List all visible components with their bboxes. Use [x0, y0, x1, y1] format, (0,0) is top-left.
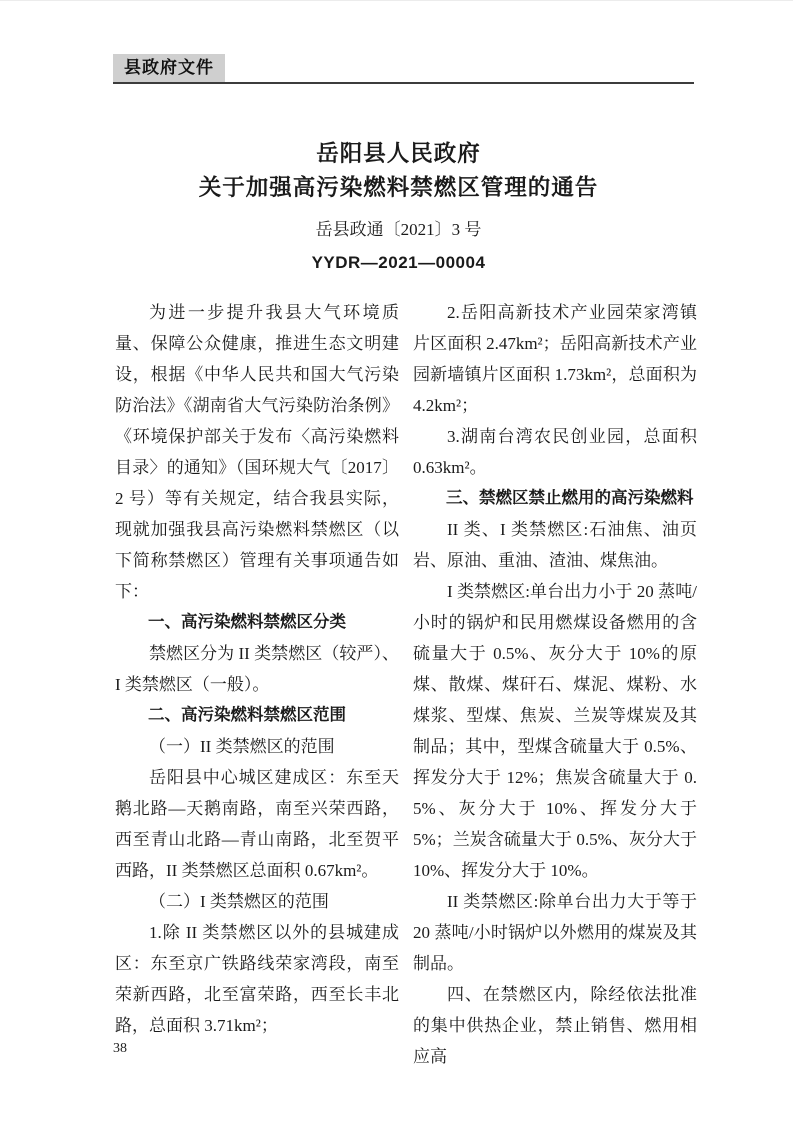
left-column	[115, 297, 399, 1072]
document-number: 岳县政通〔2021〕3 号	[315, 220, 482, 239]
section-heading-1: 一、高污染燃料禁燃区分类	[148, 613, 346, 631]
paragraph: I 类禁燃区:单台出力小于 20 蒸吨/小时的锅炉和民用燃煤设备燃用的含硫量大于 0.5%、灰分大于 10%的原煤、散煤、煤矸石、煤泥、煤粉、水煤浆、型煤、焦炭、兰炭等煤炭及其制品；其中，型煤含硫量大于 0.5%、挥发分大于 12%；焦炭含硫量大于 0.5%、灰分大于 10%、挥发分大于 5%；兰炭含硫量大于 0.5%、灰分大于 10%、挥发分大于 10%。	[413, 582, 697, 880]
notice-title: 关于加强高污染燃料禁燃区管理的通告	[198, 175, 599, 200]
document-code: YYDR—2021—00004	[311, 253, 486, 272]
page-number: 38	[113, 1041, 127, 1056]
paragraph: 岳阳县中心城区建成区：东至天鹅北路—天鹅南路，南至兴荣西路，西至青山北路—青山南路，北至贺平西路，II 类禁燃区总面积 0.67km²。	[115, 768, 399, 880]
document-header	[113, 54, 694, 84]
paragraph-intro: 为进一步提升我县大气环境质量、保障公众健康，推进生态文明建设，根据《中华人民共和国大气污染防治法》《湖南省大气污染防治条例》《环境保护部关于发布〈高污染燃料目录〉的通知》（国环规大气〔2017〕2 号）等有关规定，结合我县实际，现就加强我县高污染燃料禁燃区（以下简称禁燃区）管理有关事项通告如下：	[115, 303, 399, 601]
issuing-authority-title: 岳阳县人民政府	[316, 141, 481, 166]
subsection-heading: （二）I 类禁燃区的范围	[149, 892, 329, 911]
subsection-heading: （一）II 类禁燃区的范围	[149, 737, 335, 756]
document-page	[0, 1, 793, 1123]
paragraph: II 类禁燃区:除单台出力大于等于 20 蒸吨/小时锅炉以外燃用的煤炭及其制品。	[413, 892, 697, 973]
paragraph: 1.除 II 类禁燃区以外的县城建成区：东至京广铁路线荣家湾段，南至荣新西路，北至富荣路，西至长丰北路，总面积 3.71km²；	[115, 923, 399, 1035]
section-heading-4-paragraph: 四、在禁燃区内，除经依法批准的集中供热企业，禁止销售、燃用相应高	[413, 985, 697, 1066]
paragraph: 禁燃区分为 II 类禁燃区（较严）、I 类禁燃区（一般）。	[115, 644, 399, 694]
body-columns	[115, 297, 697, 1072]
paragraph: II 类、I 类禁燃区:石油焦、油页岩、原油、重油、渣油、煤焦油。	[413, 520, 697, 570]
paragraph: 3.湖南台湾农民创业园，总面积 0.63km²。	[413, 427, 697, 477]
header-category-label: 县政府文件	[113, 54, 225, 82]
section-heading-3: 三、禁燃区禁止燃用的高污染燃料	[446, 489, 694, 507]
section-heading-2: 二、高污染燃料禁燃区范围	[148, 706, 346, 724]
paragraph: 2.岳阳高新技术产业园荣家湾镇片区面积 2.47km²；岳阳高新技术产业园新墙镇片区面积 1.73km²，总面积为 4.2km²；	[413, 303, 697, 415]
right-column	[413, 297, 697, 1072]
title-block	[100, 137, 697, 274]
